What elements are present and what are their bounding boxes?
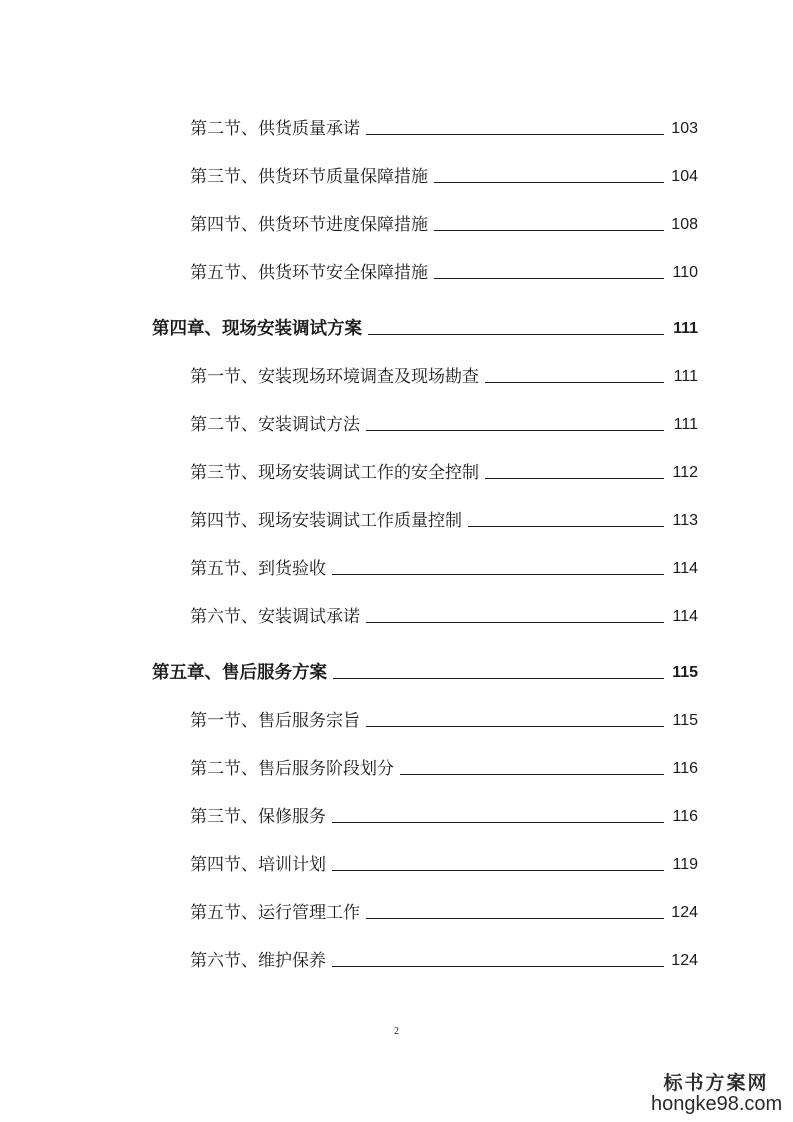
toc-entry[interactable] (190, 896, 698, 924)
toc-leader-line (366, 133, 664, 135)
toc-entry-page: 104 (671, 168, 698, 185)
toc-entry-title: 第一节、安装现场环境调查及现场勘查 (190, 367, 479, 387)
watermark-logo (651, 1068, 781, 1116)
toc-entry-page: 110 (672, 264, 698, 281)
toc-entry-title: 第六节、安装调试承诺 (190, 607, 360, 627)
toc-entry[interactable] (190, 360, 698, 388)
toc-entry[interactable] (190, 800, 698, 828)
toc-entry-title: 第四节、供货环节进度保障措施 (190, 215, 428, 235)
toc-entry-page: 108 (671, 216, 698, 233)
toc-entry[interactable] (190, 456, 698, 484)
toc-entry-title: 第三节、保修服务 (190, 807, 326, 827)
toc-leader-line (366, 917, 664, 919)
toc-entry-title: 第六节、维护保养 (190, 951, 326, 971)
toc-entry-page: 124 (671, 904, 698, 921)
toc-entry-page: 124 (671, 952, 698, 969)
toc-chapter-title: 第四章、现场安装调试方案 (152, 319, 362, 339)
toc-leader-line (485, 381, 664, 383)
toc-chapter-page: 115 (672, 664, 698, 681)
page-number: 2 (394, 1026, 399, 1037)
toc-leader-line (366, 725, 664, 727)
toc-leader-line (485, 477, 664, 479)
toc-chapter-entry[interactable] (152, 312, 698, 340)
toc-entry[interactable] (190, 752, 698, 780)
toc-leader-line (333, 677, 664, 679)
toc-entry-title: 第四节、培训计划 (190, 855, 326, 875)
toc-entry[interactable] (190, 504, 698, 532)
toc-leader-line (468, 525, 664, 527)
toc-entry-title: 第三节、供货环节质量保障措施 (190, 167, 428, 187)
toc-entry-title: 第五节、供货环节安全保障措施 (190, 263, 428, 283)
toc-entry-page: 115 (672, 712, 698, 729)
toc-leader-line (332, 573, 664, 575)
toc-entry-page: 116 (672, 760, 698, 777)
toc-leader-line (434, 277, 664, 279)
toc-leader-line (368, 333, 664, 335)
toc-entry-title: 第五节、到货验收 (190, 559, 326, 579)
toc-leader-line (332, 965, 664, 967)
toc-entry[interactable] (190, 112, 698, 140)
toc-entry[interactable] (190, 256, 698, 284)
watermark-name: 标书方案网 (663, 1072, 769, 1094)
toc-entry-title: 第二节、安装调试方法 (190, 415, 360, 435)
toc-entry-title: 第三节、现场安装调试工作的安全控制 (190, 463, 479, 483)
toc-entry[interactable] (190, 704, 698, 732)
toc-entry-page: 116 (672, 808, 698, 825)
toc-leader-line (366, 429, 664, 431)
toc-entry-title: 第四节、现场安装调试工作质量控制 (190, 511, 462, 531)
toc-entry[interactable] (190, 848, 698, 876)
toc-entry-page: 112 (672, 464, 698, 481)
toc-entry-page: 113 (672, 512, 698, 529)
toc-entry-title: 第五节、运行管理工作 (190, 903, 360, 923)
toc-entry-page: 119 (672, 856, 698, 873)
toc-entry[interactable] (190, 160, 698, 188)
toc-entry-page: 111 (673, 416, 698, 433)
toc-leader-line (434, 229, 664, 231)
watermark-url: hongke98.com (651, 1093, 783, 1115)
toc-leader-line (366, 621, 664, 623)
toc-entry-title: 第二节、售后服务阶段划分 (190, 759, 394, 779)
toc-entry-title: 第一节、售后服务宗旨 (190, 711, 360, 731)
toc-entry[interactable] (190, 552, 698, 580)
toc-entry-title: 第二节、供货质量承诺 (190, 119, 360, 139)
toc-entry[interactable] (190, 944, 698, 972)
toc-entry[interactable] (190, 208, 698, 236)
toc-leader-line (332, 869, 664, 871)
toc-entry[interactable] (190, 408, 698, 436)
toc-entry-page: 114 (672, 608, 698, 625)
toc-leader-line (434, 181, 664, 183)
toc-chapter-entry[interactable] (152, 656, 698, 684)
toc-leader-line (332, 821, 664, 823)
toc-chapter-title: 第五章、售后服务方案 (152, 663, 327, 683)
toc-entry-page: 114 (672, 560, 698, 577)
toc-entry[interactable] (190, 600, 698, 628)
toc-entry-page: 103 (671, 120, 698, 137)
toc-chapter-page: 111 (673, 320, 698, 337)
toc-leader-line (400, 773, 664, 775)
toc-entry-page: 111 (673, 368, 698, 385)
